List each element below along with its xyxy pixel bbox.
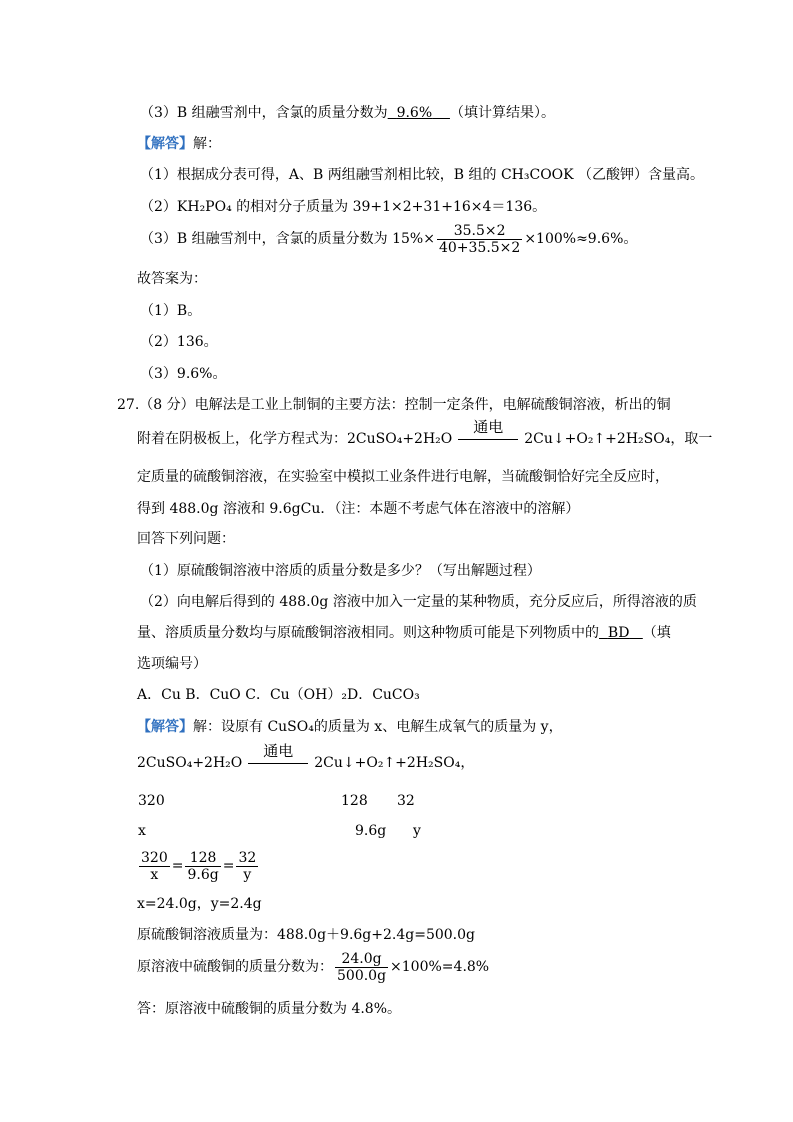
equals-sign: = <box>171 858 184 874</box>
q26-conclusion: 故答案为： <box>137 271 207 287</box>
q26-answer-header <box>137 135 221 153</box>
q26-sol1: （1）根据成分表可得，A、B 两组融雪剂相比较，B 组的 CH₃COOK （乙酸钾）含量高。 <box>140 167 705 183</box>
ratio-fraction-1: $\frac{320}{x}$ <box>141 849 168 883</box>
mass-fraction-prefix: 原溶液中硫酸铜的质量分数为： <box>137 959 333 975</box>
q26-sol3-denominator: 40+35.5×2 <box>438 239 521 256</box>
q26-part3-suffix: （填计算结果）。 <box>449 105 555 121</box>
reaction-condition: 通电 <box>473 418 504 436</box>
equals-sign: = <box>222 858 235 874</box>
q27-line2 <box>137 418 713 448</box>
equation-right: 2Cu↓+O₂↑+2H₂SO₄， <box>314 755 475 771</box>
mass-fraction: $\frac{24.0g}{500.0g}$ <box>337 950 387 984</box>
answer-lead: 解：设原有 CuSO₄的质量为 x、电解生成氧气的质量为 y， <box>193 719 563 735</box>
q27-question2-line2 <box>137 624 671 642</box>
q27-question1: （1）原硫酸铜溶液中溶质的质量分数是多少？（写出解题过程） <box>140 563 541 579</box>
q27-line5: 回答下列问题： <box>137 531 235 547</box>
q27-equation <box>137 742 475 772</box>
molar-mass-320: 320 <box>138 793 165 809</box>
q27-line1: 27.（8 分）电解法是工业上制铜的主要方法：控制一定条件，电解硫酸铜溶液，析出的铜 <box>117 397 671 413</box>
q27-line2-suffix: 2Cu↓+O₂↑+2H₂SO₄，取一 <box>524 431 713 447</box>
mass-fraction-line <box>137 950 489 984</box>
q26-sol3-suffix: ×100%≈9.6%。 <box>524 231 638 247</box>
q26-sol3-prefix: （3）B 组融雪剂中，含氯的质量分数为 15%× <box>140 231 435 247</box>
q26-part3-line <box>140 104 555 122</box>
q26-sol3-fraction <box>437 223 522 256</box>
reaction-arrow <box>458 418 518 448</box>
answer-tag: 【解答】 <box>137 136 193 152</box>
q27-q2-answer: BD <box>607 625 630 641</box>
q26-part3-answer: 9.6% <box>396 105 433 121</box>
q26-sol2: （2）KH₂PO₄ 的相对分子质量为 39+1×2+31+16×4＝136。 <box>140 199 547 215</box>
q26-part3-prefix: （3）B 组融雪剂中，含氯的质量分数为 <box>140 105 388 121</box>
q26-sol3-numerator: 35.5×2 <box>437 223 522 240</box>
q26-ans1: （1）B。 <box>140 303 202 319</box>
molar-mass-128: 128 <box>341 793 368 809</box>
reaction-condition: 通电 <box>263 742 294 760</box>
q27-options: A．Cu B．CuO C．Cu（OH）₂D．CuCO₃ <box>137 687 420 703</box>
unknown-x: x <box>138 823 146 839</box>
answer-lead: 解： <box>193 136 221 152</box>
result-xy: x=24.0g，y=2.4g <box>137 896 262 912</box>
q27-line2-prefix: 附着在阴极板上，化学方程式为：2CuSO₄+2H₂O <box>137 431 453 447</box>
solution-mass: 原硫酸铜溶液质量为：488.0g＋9.6g+2.4g=500.0g <box>137 927 475 943</box>
q26-ans3: （3）9.6%。 <box>140 366 227 382</box>
ratio-equation <box>137 848 260 884</box>
molar-mass-32: 32 <box>397 793 415 809</box>
unknown-y: y <box>413 823 421 839</box>
ratio-fraction-2: $\frac{128}{9.6g}$ <box>187 849 219 883</box>
known-9-6g: 9.6g <box>355 823 387 839</box>
q27-line3: 定质量的硫酸铜溶液，在实验室中模拟工业条件进行电解，当硫酸铜恰好完全反应时， <box>137 469 669 485</box>
mass-fraction-suffix: ×100%=4.8% <box>390 959 490 975</box>
q27-question2-line3: 选项编号） <box>137 656 207 672</box>
q27-answer-header <box>137 718 563 736</box>
q26-ans2: （2）136。 <box>140 334 218 350</box>
final-answer: 答：原溶液中硫酸铜的质量分数为 4.8%。 <box>137 1001 402 1017</box>
q27-question2-line1: （2）向电解后得到的 488.0g 溶液中加入一定量的某种物质，充分反应后，所得溶液的质 <box>140 594 697 610</box>
ratio-fraction-3: $\frac{32}{y}$ <box>238 849 257 883</box>
reaction-arrow <box>248 742 308 772</box>
q27-q2-prefix: 量、溶质质量分数均与原硫酸铜溶液相同。则这种物质可能是下列物质中的 <box>137 625 599 641</box>
answer-tag: 【解答】 <box>137 719 193 735</box>
q27-q2-suffix: （填 <box>642 625 671 641</box>
equation-left: 2CuSO₄+2H₂O <box>137 755 243 771</box>
q27-line4: 得到 488.0g 溶液和 9.6gCu．（注：本题不考虑气体在溶液中的溶解） <box>137 501 580 517</box>
q26-sol3 <box>140 222 637 256</box>
